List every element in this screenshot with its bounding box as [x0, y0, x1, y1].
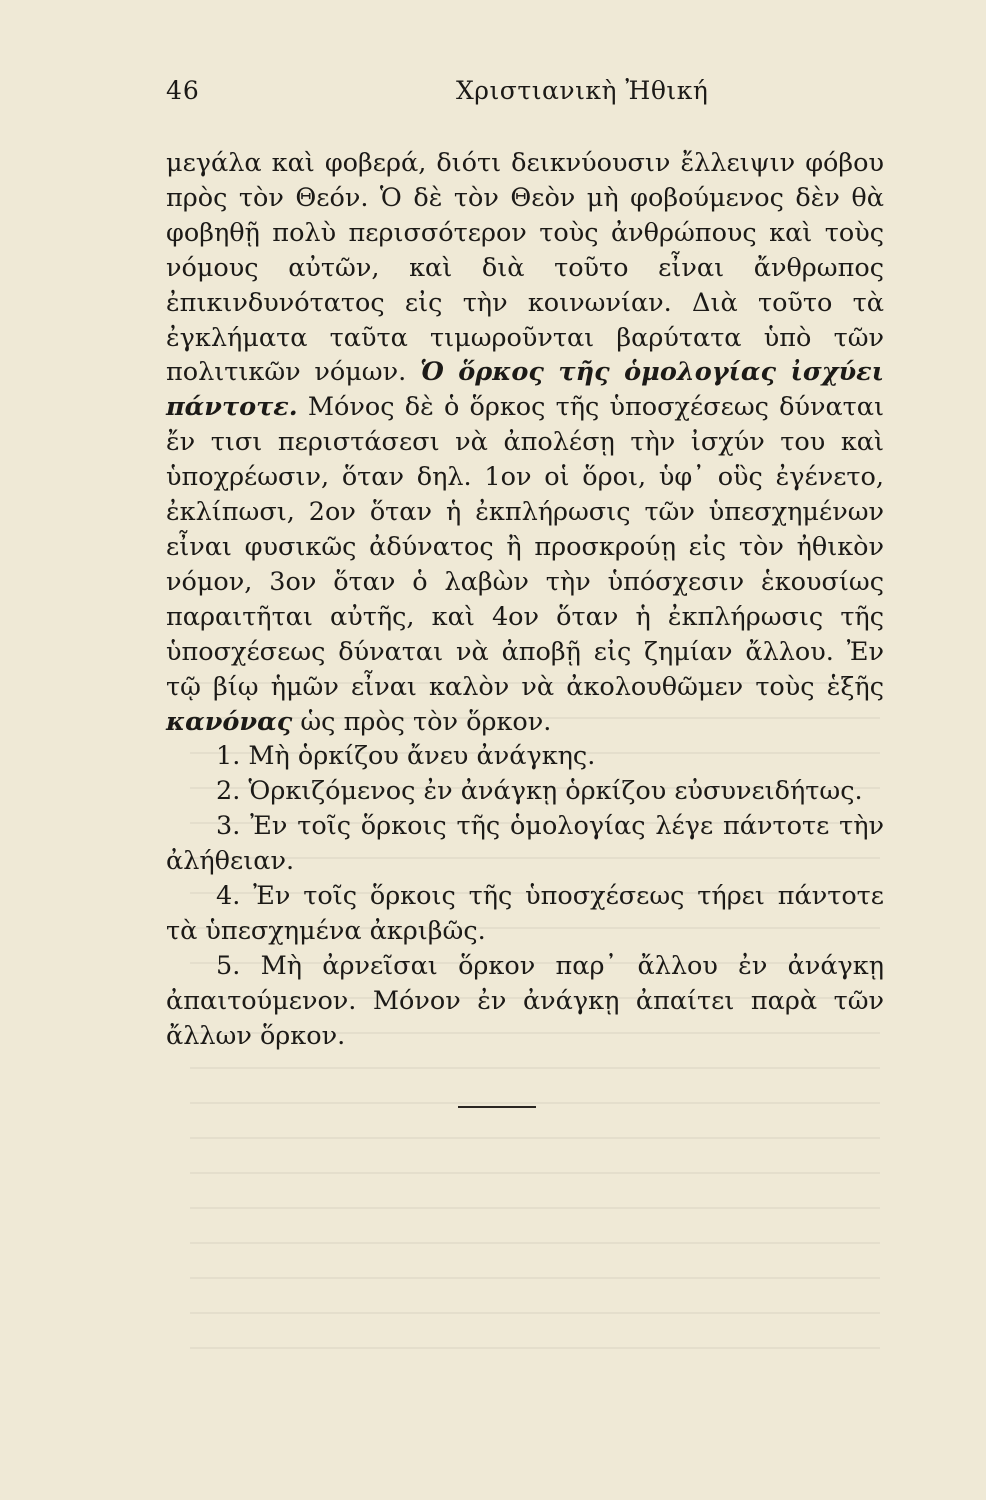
paragraph-text-3: ὡς πρὸς τὸν ὅρκον.: [300, 706, 552, 737]
main-paragraph: [166, 146, 884, 739]
paragraph-text-1: μεγάλα καὶ φοβερά, διότι δεικνύουσιν ἔλλειψιν φόβου πρὸς τὸν Θεόν. Ὁ δὲ τὸν Θεὸν μὴ φοβούμενος δὲν θὰ φοβηθῇ πολὺ περισσότερον τοὺς ἀνθρώπους καὶ τοὺς νόμους αὐτῶν, καὶ διὰ τοῦτο εἶναι ἄνθρωπος ἐπικινδυνότατος εἰς τὴν κοινωνίαν. Διὰ τοῦτο τὰ ἐγκλήματα ταῦτα τιμωροῦνται βαρύτατα ὑπὸ τῶν πολιτικῶν νόμων.: [166, 148, 884, 388]
bleed-through-texture: [190, 660, 880, 1360]
page-header: [166, 76, 884, 110]
rule-item-5: 5. Μὴ ἀρνεῖσαι ὅρκον παρ᾽ ἄλλου ἐν ἀνάγκῃ ἀπαιτούμενον. Μόνον ἐν ἀνάγκῃ ἀπαίτει παρὰ τῶν ἄλλων ὅρκον.: [166, 950, 884, 1051]
rule-item-3: 3. Ἐν τοῖς ὅρκοις τῆς ὁμολογίας λέγε πάντοτε τὴν ἀλήθειαν.: [166, 811, 884, 877]
rule-item-2: 2. Ὁρκιζόμενος ἐν ἀνάγκῃ ὁρκίζου εὐσυνειδήτως.: [216, 776, 863, 807]
rule-item-1: 1. Μὴ ὁρκίζου ἄνευ ἀνάγκης.: [216, 741, 596, 772]
paragraph-text-2: Μόνος δὲ ὁ ὅρκος τῆς ὑποσχέσεως δύναται ἔν τισι περιστάσεσι νὰ ἀπολέσῃ τὴν ἰσχύν του καὶ ὑποχρέωσιν, ὅταν δηλ. 1ον οἱ ὅροι, ὑφ᾽ οὓς ἐγένετο, ἐκλίπωσι, 2ον ὅταν ἡ ἐκπλήρωσις τῶν ὑπεσχημένων εἶναι φυσικῶς ἀδύνατος ἢ προσκρούῃ εἰς τὸν ἠθικὸν νόμον, 3ον ὅταν ὁ λαβὼν τὴν ὑπόσχεσιν ἑκουσίως παραιτῆται αὐτῆς, καὶ 4ον ὅταν ἡ ἐκπλήρωσις τῆς ὑποσχέσεως δύναται νὰ ἀποβῇ εἰς ζημίαν ἄλλου. Ἐν τῷ βίῳ ἡμῶν εἶναι καλὸν νὰ ἀκολουθῶμεν τοὺς ἑξῆς: [166, 392, 885, 702]
emphasis-rules: κανόνας: [166, 706, 293, 737]
emphasis-oath-of-confession: Ὁ ὅρκος τῆς ὁμολογίας ἰσχύει πάντοτε.: [166, 357, 884, 423]
running-title: Χριστιανικὴ Ἠθική: [456, 76, 709, 105]
section-end-rule: [458, 1106, 536, 1108]
rule-item-4: 4. Ἐν τοῖς ὅρκοις τῆς ὑποσχέσεως τήρει πάντοτε τὰ ὑπεσχημένα ἀκριβῶς.: [166, 881, 884, 946]
page-number: 46: [166, 76, 200, 105]
